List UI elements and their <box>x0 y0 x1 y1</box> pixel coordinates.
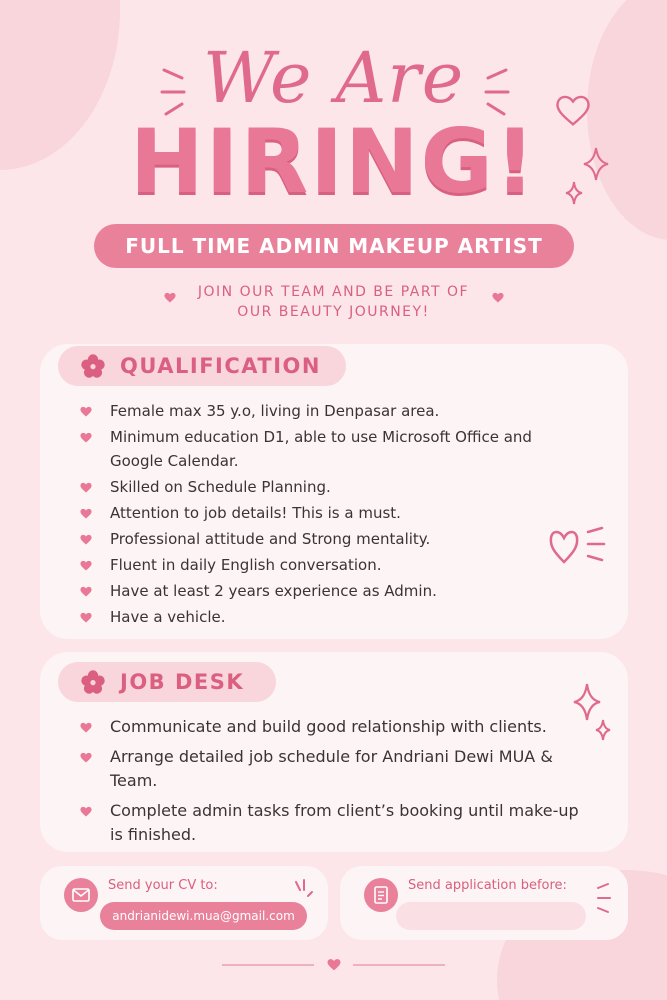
list-item-text: Female max 35 y.o, living in Denpasar area. <box>110 402 440 420</box>
cv-contact-card <box>40 866 328 940</box>
list-item-text: Attention to job details! This is a must. <box>110 504 401 522</box>
list-item-text: Have a vehicle. <box>110 608 226 626</box>
heart-icon <box>80 612 92 623</box>
list-item <box>80 605 580 629</box>
deadline-value <box>396 902 586 930</box>
list-item-text: Arrange detailed job schedule for Andriani Dewi MUA & Team. <box>110 747 553 790</box>
sparkle-lines-icon <box>292 878 314 904</box>
tagline-line: OUR BEAUTY JOURNEY! <box>237 304 430 320</box>
job-desk-heading <box>58 662 276 702</box>
cv-label: Send your CV to: <box>108 878 218 893</box>
list-item-text: Fluent in daily English conversation. <box>110 556 382 574</box>
divider <box>353 964 445 966</box>
list-item-text: Complete admin tasks from client’s booking until make-up is finished. <box>110 801 579 844</box>
sparkle-star-icon <box>594 718 612 742</box>
list-item-text: Have at least 2 years experience as Admin. <box>110 582 437 600</box>
outline-heart-icon <box>548 522 580 566</box>
qualification-title: QUALIFICATION <box>120 354 321 378</box>
list-item-text: Skilled on Schedule Planning. <box>110 478 331 496</box>
heart-icon <box>80 586 92 597</box>
deadline-card <box>340 866 628 940</box>
sparkle-lines-icon <box>592 882 614 914</box>
list-item <box>80 579 580 603</box>
tagline <box>140 282 527 322</box>
heart-icon <box>80 806 92 817</box>
job-desk-title: JOB DESK <box>120 670 245 694</box>
divider <box>222 964 314 966</box>
qualification-heading <box>58 346 346 386</box>
script-title: We Are <box>202 37 465 119</box>
deadline-label: Send application before: <box>408 878 567 893</box>
list-item <box>80 399 580 423</box>
mail-icon <box>64 878 98 912</box>
list-item-text: Professional attitude and Strong mentality. <box>110 530 431 548</box>
main-title: HIRING! <box>130 110 537 213</box>
heart-icon <box>80 752 92 763</box>
position-label: FULL TIME ADMIN MAKEUP ARTIST <box>125 234 543 258</box>
heart-icon <box>80 534 92 545</box>
heart-icon <box>80 560 92 571</box>
flower-icon <box>80 353 106 379</box>
position-banner <box>94 224 574 268</box>
heart-icon <box>80 406 92 417</box>
list-item <box>80 527 580 551</box>
list-item <box>80 553 580 577</box>
list-item <box>80 799 580 847</box>
list-item-text: Communicate and build good relationship with clients. <box>110 717 547 736</box>
heart-icon <box>80 482 92 493</box>
tagline-line: JOIN OUR TEAM AND BE PART OF <box>197 284 470 300</box>
flower-icon <box>80 669 106 695</box>
sparkle-lines-icon <box>584 526 608 562</box>
list-item <box>80 715 580 739</box>
list-item <box>80 745 580 793</box>
heart-icon <box>80 722 92 733</box>
heart-icon <box>80 508 92 519</box>
list-item <box>80 425 580 473</box>
job-desk-list <box>80 715 580 853</box>
heart-icon <box>327 958 341 971</box>
document-icon <box>364 878 398 912</box>
email-link[interactable]: andrianidewi.mua@gmail.com <box>100 902 307 930</box>
list-item-text: Minimum education D1, able to use Microsoft Office and Google Calendar. <box>110 428 532 470</box>
list-item <box>80 501 580 525</box>
qualification-list <box>80 399 580 631</box>
list-item <box>80 475 580 499</box>
heart-icon <box>80 432 92 443</box>
